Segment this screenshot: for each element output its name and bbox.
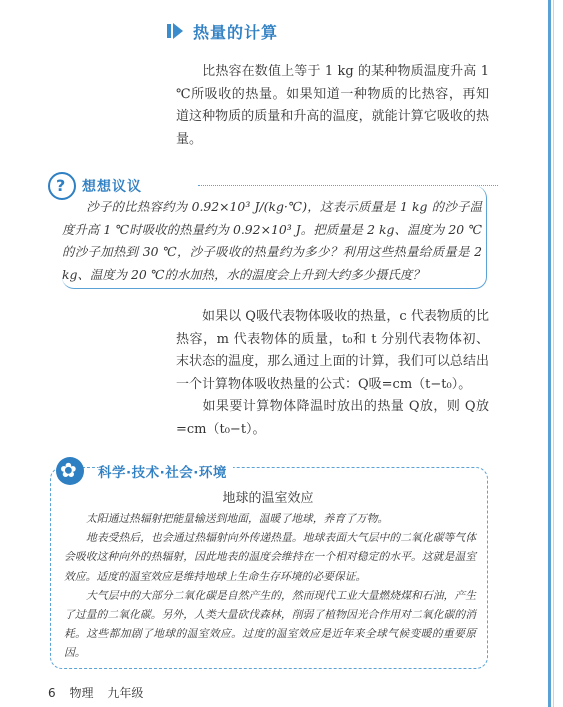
formula-paragraph — [176, 306, 489, 396]
release-text: 如果要计算物体降温时放出的热量 Q放，则 Q放=cm（t₀−t）。 — [176, 399, 489, 437]
think-discuss-box — [48, 172, 488, 290]
grade-label: 九年级 — [107, 686, 144, 700]
sci-body — [64, 509, 476, 663]
sci-paragraph: 地表受热后，也会通过热辐射向外传递热量。地球表面大气层中的二氧化碳等气体会吸收这种向外的热辐射，因此地表的温度会维持在一个相对稳定的水平。这就是温室效应。适度的温室效应是维持地球上生命生存环境的必要保证。 — [64, 531, 476, 583]
think-title: 想想议议 — [82, 179, 142, 195]
formula-text: 如果以 Q吸代表物体吸收的热量，c 代表物质的比热容，m 代表物体的质量，t₀和 t 分别代表物体初、末状态的温度，那么通过上面的计算，我们可以总结出一个计算物体吸收热量的公式：Q吸=cm（t−t₀）。 — [176, 309, 489, 392]
play-bar-icon — [165, 22, 187, 40]
page-number: 6 — [48, 686, 56, 700]
sci-subtitle: 地球的温室效应 — [222, 491, 314, 506]
intro-text: 比热容在数值上等于 1 kg 的某种物质温度升高 1 ℃所吸收的热量。如果知道一种物质的比热容，再知道这种物质的质量和升高的温度，就能计算它吸收的热量。 — [176, 64, 489, 147]
release-paragraph — [176, 396, 489, 441]
think-text: 沙子的比热容约为 0.92×10³ J/(kg·℃)，这表示质量是 1 kg 的沙子温度升高 1 ℃时吸收的热量约为 0.92×10³ J。把质量是 2 kg、温度为 20 ℃的沙子加热到 30 ℃，沙子吸收的热量约为多少？利用这些热量给质量是 2 kg、温度为 20 ℃的水加热，水的温度会上升到大约多少摄氏度？ — [62, 199, 482, 282]
sci-paragraph: 太阳通过热辐射把能量输送到地面，温暖了地球，养育了万物。 — [86, 512, 389, 525]
page-edge-rule-thin — [553, 0, 554, 707]
sci-tech-society-box — [48, 453, 488, 668]
subject-label: 物理 — [69, 686, 94, 700]
intro-paragraph — [176, 61, 489, 151]
section-heading — [165, 20, 278, 42]
think-divider — [198, 185, 498, 186]
globe-network-icon: ✿ — [56, 457, 84, 485]
sci-paragraph: 大气层中的大部分二氧化碳是自然产生的，然而现代工业大量燃烧煤和石油，产生了过量的二氧化碳。另外，人类大量砍伐森林，削弱了植物因光合作用对二氧化碳的消耗。这些都加剧了地球的温室效应。过度的温室效应是近年来全球气候变暖的重要原因。 — [64, 588, 476, 660]
section-title: 热量的计算 — [193, 22, 279, 42]
page-edge-rule — [548, 0, 551, 707]
question-bulb-icon: ? — [48, 172, 76, 200]
sci-title: 科学·技术·社会·环境 — [98, 461, 233, 481]
page-footer — [48, 684, 153, 701]
